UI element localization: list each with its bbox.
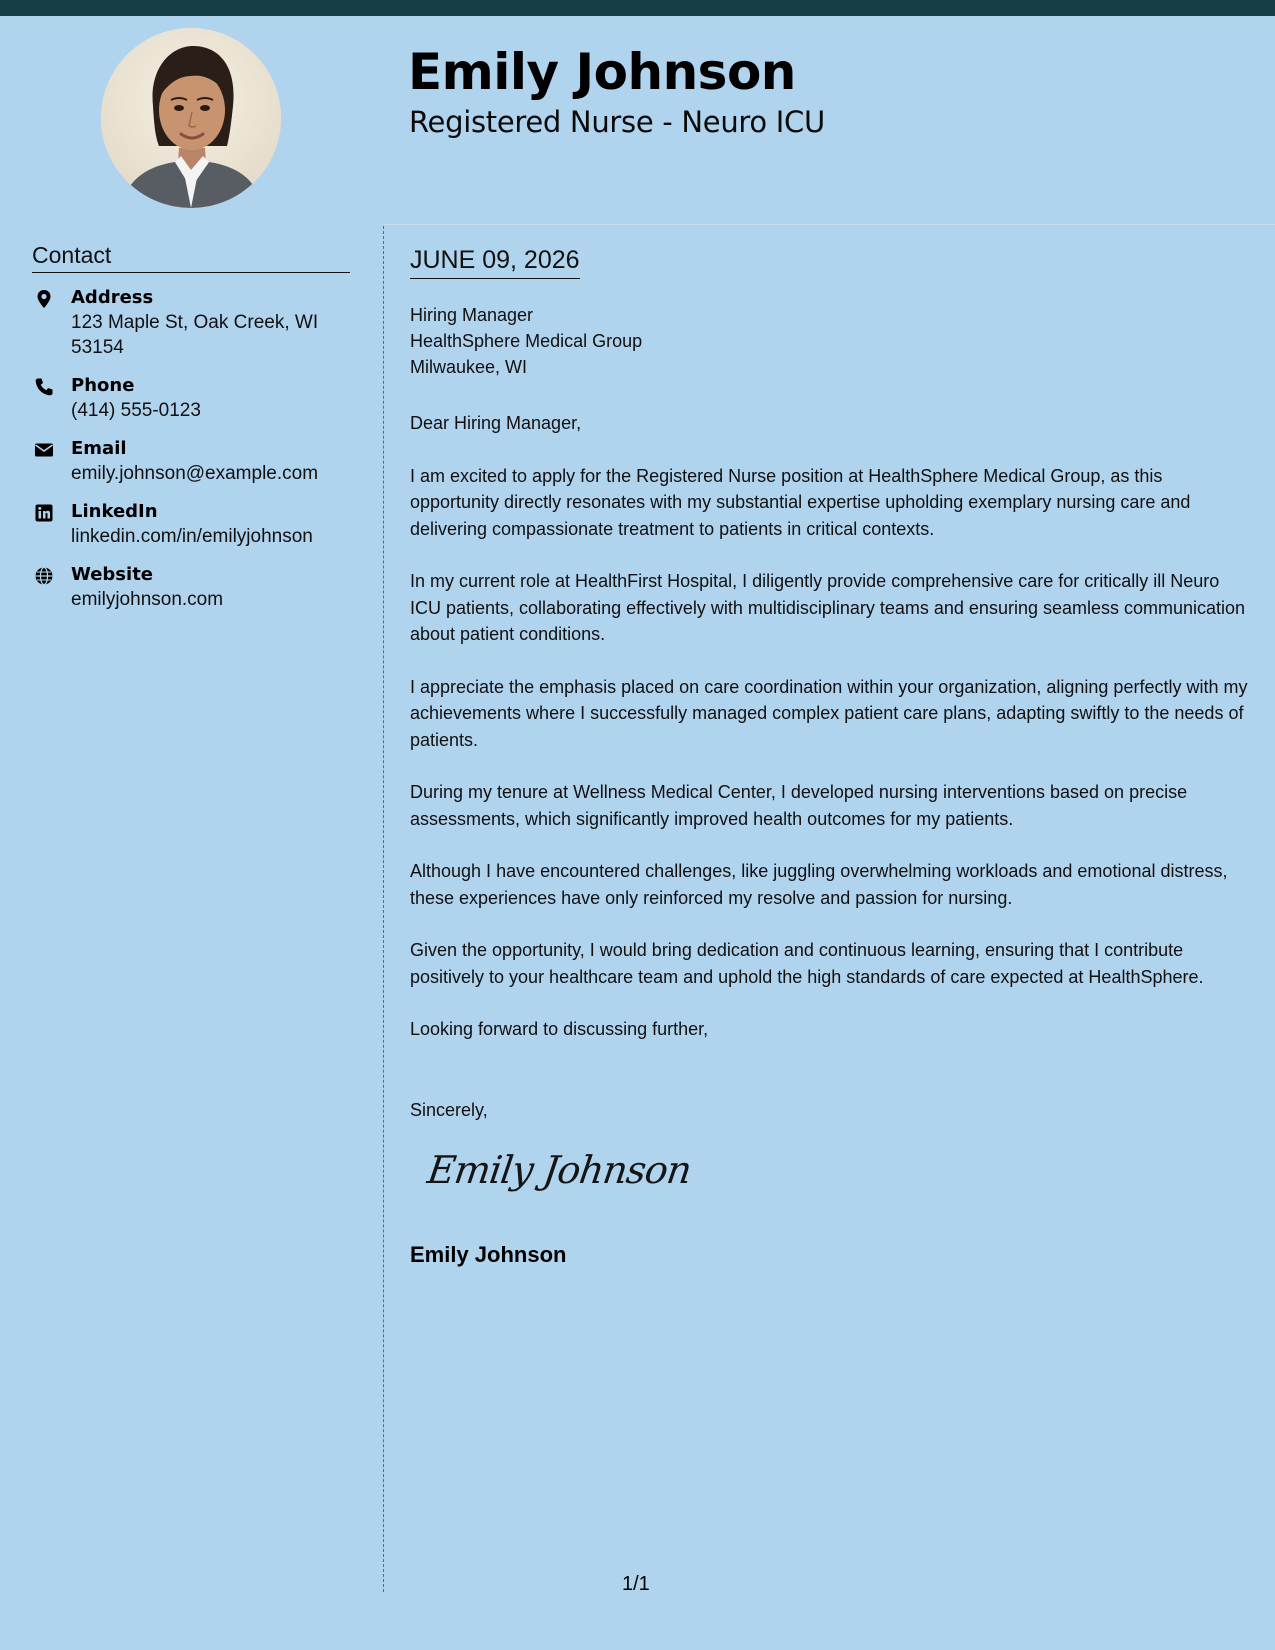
address-value: 123 Maple St, Oak Creek, WI 53154: [71, 312, 319, 358]
website-value[interactable]: emilyjohnson.com: [71, 589, 224, 610]
email-value[interactable]: emily.johnson@example.com: [71, 463, 319, 484]
recipient-company: HealthSphere Medical Group: [410, 331, 643, 351]
closing-remark: Looking forward to discussing further,: [410, 1019, 709, 1039]
body-paragraph: I appreciate the emphasis placed on care coordination within your organization, aligning perfectly with my achievements where I successfully managed complex patient care plans, adapting swiftly to the needs of patients.: [410, 676, 1248, 750]
recipient-title: Hiring Manager: [410, 305, 534, 325]
letter-date: JUNE 09, 2026: [410, 244, 580, 279]
phone-icon: [34, 377, 54, 397]
contact-label: Website: [71, 564, 154, 585]
page-number: 1/1: [622, 1573, 650, 1595]
applicant-name: Emily Johnson: [408, 43, 796, 101]
body-paragraph: Given the opportunity, I would bring dedication and continuous learning, ensuring that I contribute positively to your healthcare team and uphold the high standards of care expected at HealthSphere.: [410, 940, 1204, 987]
body-paragraph: I am excited to apply for the Registered Nurse position at HealthSphere Medical Group, as this opportunity directly resonates with my substantial expertise upholding exemplary nursing care and delivering compassionate treatment to patients in critical contexts.: [410, 465, 1191, 539]
header-divider: [384, 224, 1275, 225]
salutation: Dear Hiring Manager,: [410, 413, 582, 433]
contact-label: LinkedIn: [71, 501, 158, 522]
letter-body: [410, 410, 1250, 1069]
map-pin-icon: [34, 289, 54, 309]
recipient-location: Milwaukee, WI: [410, 357, 528, 377]
portrait-image: [101, 28, 281, 208]
contact-label: Email: [71, 438, 127, 459]
contact-label: Phone: [71, 375, 135, 396]
column-divider: [383, 226, 384, 1592]
linkedin-icon: [34, 503, 54, 523]
contact-label: Address: [71, 287, 154, 308]
linkedin-value[interactable]: linkedin.com/in/emilyjohnson: [71, 526, 313, 547]
signer-name: Emily Johnson: [410, 1242, 567, 1267]
recipient-block: [410, 302, 642, 380]
profile-photo: [101, 28, 281, 208]
top-accent-bar: [0, 0, 1275, 16]
envelope-icon: [34, 440, 54, 460]
body-paragraph: Although I have encountered challenges, like juggling overwhelming workloads and emotional distress, these experiences have only reinforced my resolve and passion for nursing.: [410, 861, 1228, 908]
closing: Sincerely,: [410, 1100, 488, 1120]
globe-icon: [34, 566, 54, 586]
job-title: Registered Nurse - Neuro ICU: [409, 105, 825, 139]
body-paragraph: In my current role at HealthFirst Hospital, I diligently provide comprehensive care for critically ill Neuro ICU patients, collaborating effectively with multidisciplinary teams and ensuring seamless communication about patient conditions.: [410, 571, 1246, 644]
contact-heading: Contact: [32, 240, 350, 273]
body-paragraph: During my tenure at Wellness Medical Center, I developed nursing interventions based on precise assessments, which significantly improved health outcomes for my patients.: [410, 782, 1188, 829]
phone-value[interactable]: (414) 555-0123: [71, 400, 201, 421]
handwritten-signature: Emily Johnson: [424, 1148, 694, 1192]
